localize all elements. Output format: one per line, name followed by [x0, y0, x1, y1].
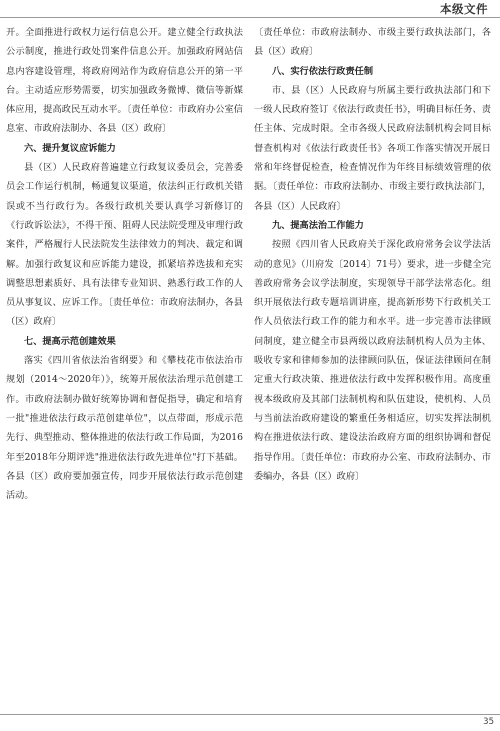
heading-review-litigation: 六、提升复议应诉能力: [24, 142, 116, 154]
heading-demonstration: 七、提高示范创建效果: [24, 335, 116, 347]
paragraph-review-litigation: 县（区）人民政府普遍建立行政复议委员会，完善委员会工作运行机制，畅通复议渠道，依法纠正行政机关错误或不当行政行为。各级行政机关要认真学习新修订的《行政诉讼法》，不得干预、阻碍人民法院受理及审理行政案件，严格履行人民法院发生法律效力的判决、裁定和调解。加强行政复议和应诉能力建设，抓紧培养选拔和充实调整思想素质好、具有法律专业知识、熟悉行政工作的人员从事复议、应诉工作。〔责任单位：市政府法制办，各县（区）政府〕: [6, 162, 243, 328]
footer-rule: [0, 714, 500, 715]
heading-responsibility-system: 八、实行依法行政责任制: [272, 65, 374, 77]
page-header: [0, 0, 500, 18]
paragraph-responsible-units: 〔责任单位：市政府法制办、市级主要行政执法部门，各县（区）政府〕: [254, 27, 491, 58]
heading-legal-capacity: 九、提高法治工作能力: [272, 219, 364, 231]
page-number: 35: [483, 717, 494, 727]
paragraph-responsibility-system: 市、县（区）人民政府与所属主要行政执法部门和下一级人民政府签订《依法行政责任书》，明确目标任务、责任主体、完成时限。全市各级人民政府法制机构会同目标督查机构对《依法行政责任书》各项工作落实情况开展日常和年终督促检查，检查情况作为年终目标绩效管理的依据。〔责任单位：市政府法制办、市级主要行政执法部门，各县（区）人民政府〕: [254, 84, 491, 212]
paragraph-demonstration: 落实《四川省依法治省纲要》和《攀枝花市依法治市规划（2014～2020年）》，统筹开展依法治理示范创建工作。市政府法制办做好统筹协调和督促指导，确定和培育一批"推进依法行政示范创建单位"，以点带面，形成示范先行、典型推动、整体推进的依法行政工作局面，为2016年至2018年分期评选"推进依法行政先进单位"打下基础。各县（区）政府要加强宣传，同步开展依法行政示范创建活动。: [6, 355, 243, 502]
paragraph-open-government: 开。全面推进行政权力运行信息公开。建立健全行政执法公示制度，推进行政处罚案件信息公开。加强政府网站信息内容建设管理，将政府网站作为政府信息公开的第一平台。主动适应形势需要，切实加强政务微博、微信等新媒体应用，提高政民互动水平。〔责任单位：市政府办公室信息室、市政府法制办、各县（区）政府〕: [6, 27, 243, 135]
right-column: [254, 23, 491, 486]
paragraph-legal-capacity: 按照《四川省人民政府关于深化政府常务会议学法活动的意见》（川府发〔2014〕71号）要求，进一步健全完善政府常务会议学法制度，实现领导干部学法常态化。组织开展依法行政专题培训讲座，提高新形势下行政机关工作人员依法行政工作的能力和水平。进一步完善市法律顾问制度，建立健全市县两级以政府法制机构人员为主体、吸收专家和律师参加的法律顾问队伍，保证法律顾问在制定重大行政决策、推进依法行政中发挥积极作用。高度重视本级政府及其部门法制机构和队伍建设，使机构、人员与当前法治政府建设的繁重任务相适应，切实发挥法制机构在推进依法行政、建设法治政府方面的组织协调和督促指导作用。〔责任单位：市政府办公室、市政府法制办、市委编办，各县（区）政府〕: [254, 239, 491, 482]
left-column: [6, 23, 243, 505]
section-title: 本级文件: [440, 2, 488, 16]
